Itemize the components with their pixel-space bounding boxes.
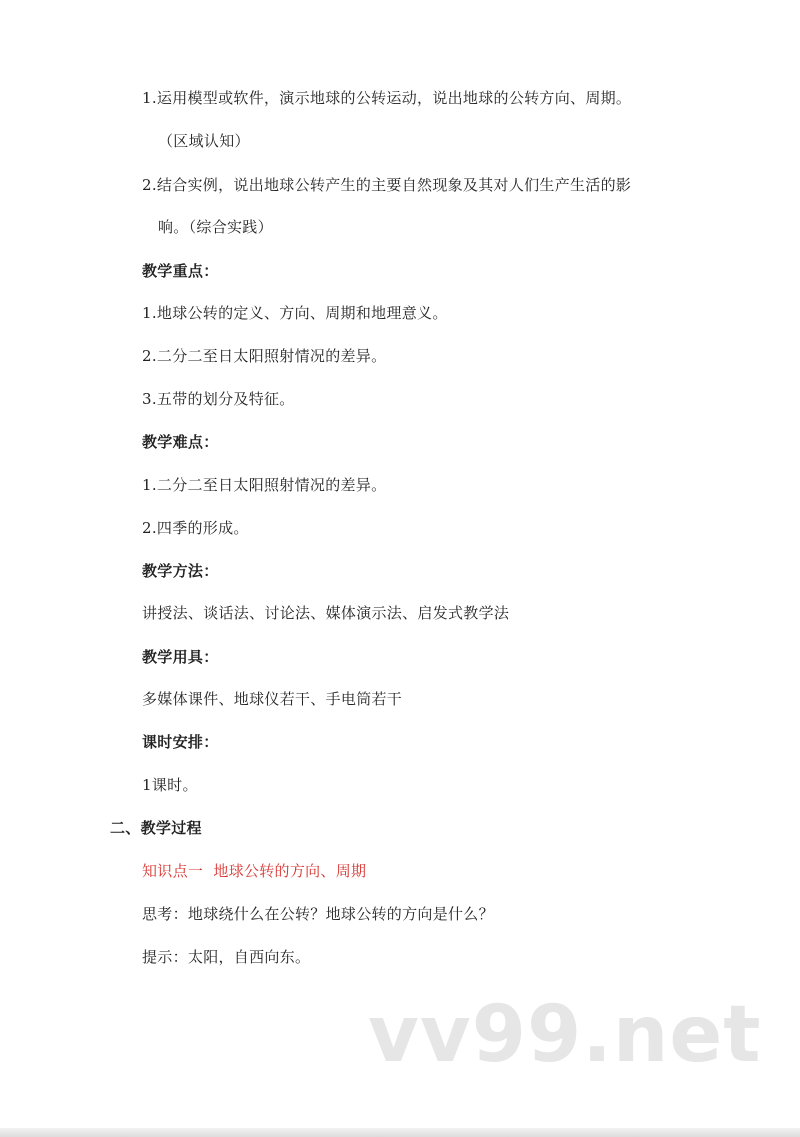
difficult-points-heading: 教学难点： xyxy=(142,433,219,451)
difficult-point-item-1: 1.二分二至日太阳照射情况的差异。 xyxy=(142,476,387,494)
methods-text: 讲授法、谈话法、讨论法、媒体演示法、启发式教学法 xyxy=(142,604,510,622)
process-heading: 二、教学过程 xyxy=(110,819,202,837)
think-question: 思考：地球绕什么在公转？地球公转的方向是什么？ xyxy=(142,905,494,923)
objective-1-line-2: （区域认知） xyxy=(158,132,250,150)
knowledge-point-title: 知识点一 地球公转的方向、周期 xyxy=(142,862,367,880)
key-point-item-2: 2.二分二至日太阳照射情况的差异。 xyxy=(142,347,387,365)
hint-answer: 提示：太阳，自西向东。 xyxy=(142,948,311,966)
tools-text: 多媒体课件、地球仪若干、手电筒若干 xyxy=(142,690,403,708)
difficult-point-item-2: 2.四季的形成。 xyxy=(142,519,249,537)
objective-2-line-2: 响。（综合实践） xyxy=(158,218,273,236)
schedule-heading: 课时安排： xyxy=(142,733,219,751)
key-points-heading: 教学重点： xyxy=(142,262,219,280)
schedule-text: 1课时。 xyxy=(142,776,198,794)
objective-2-line-1: 2.结合实例，说出地球公转产生的主要自然现象及其对人们生产生活的影 xyxy=(142,176,632,194)
key-point-item-3: 3.五带的划分及特征。 xyxy=(142,390,295,408)
key-point-item-1: 1.地球公转的定义、方向、周期和地理意义。 xyxy=(142,304,448,322)
tools-heading: 教学用具： xyxy=(142,648,219,666)
objective-1-line-1: 1.运用模型或软件，演示地球的公转运动，说出地球的公转方向、周期。 xyxy=(142,89,632,107)
watermark-text: vv99.net xyxy=(368,990,762,1080)
page-bottom-edge xyxy=(0,1128,800,1137)
methods-heading: 教学方法： xyxy=(142,562,219,580)
